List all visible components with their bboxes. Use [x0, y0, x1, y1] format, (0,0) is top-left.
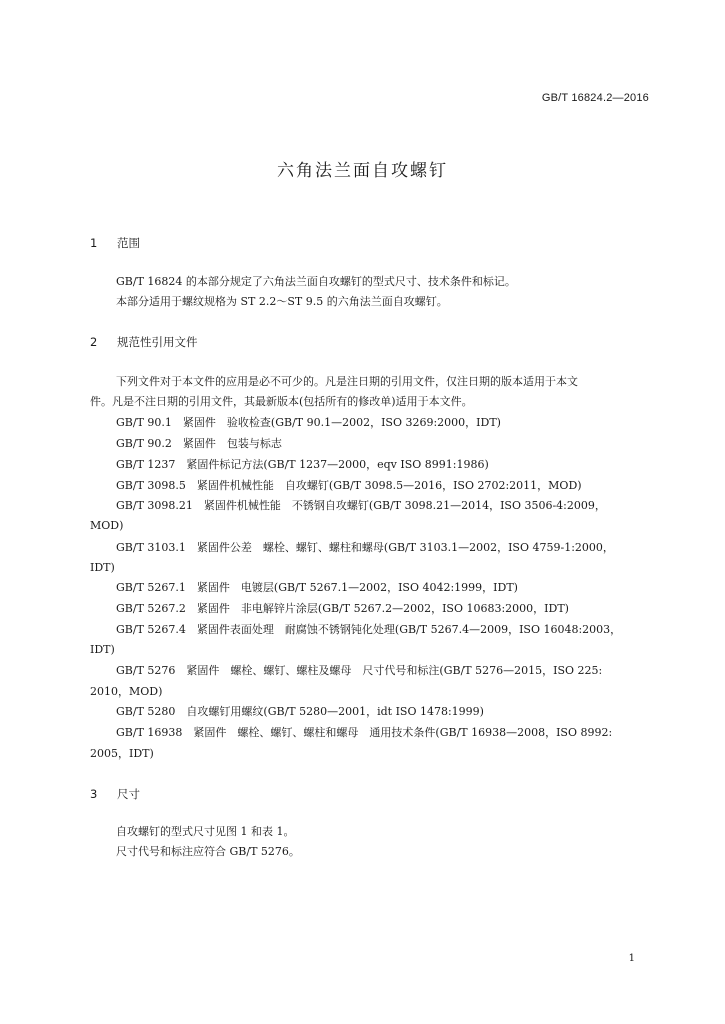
reference-item: GB/T 5280 自攻螺钉用螺纹(GB/T 5280—2001，idt ISO 1478:1999) — [116, 705, 484, 718]
reference-item: GB/T 5267.1 紧固件 电镀层(GB/T 5267.1—2002，ISO 4042:1999，IDT) — [116, 581, 518, 594]
standard-code: GB/T 16824.2—2016 — [541, 92, 649, 104]
section-3-title: 尺寸 — [117, 787, 140, 801]
section-1-number: 1 — [90, 236, 98, 250]
reference-item-continuation: 2005，IDT) — [90, 747, 154, 760]
reference-item: GB/T 16938 紧固件 螺栓、螺钉、螺柱和螺母 通用技术条件(GB/T 16938—2008，ISO 8992: — [116, 726, 613, 739]
reference-item: GB/T 5267.4 紧固件表面处理 耐腐蚀不锈钢钝化处理(GB/T 5267.4—2009，ISO 16048:2003， — [116, 623, 622, 636]
reference-item-continuation: MOD) — [90, 519, 124, 532]
reference-item: GB/T 5276 紧固件 螺栓、螺钉、螺柱及螺母 尺寸代号和标注(GB/T 5276—2015，ISO 225: — [116, 664, 603, 677]
section-3-paragraph-1: 自攻螺钉的型式尺寸见图 1 和表 1。 — [116, 825, 295, 838]
section-1-paragraph-2: 本部分适用于螺纹规格为 ST 2.2～ST 9.5 的六角法兰面自攻螺钉。 — [116, 295, 448, 308]
reference-item: GB/T 3098.5 紧固件机械性能 自攻螺钉(GB/T 3098.5—2016，ISO 2702:2011，MOD) — [116, 479, 582, 492]
reference-item: GB/T 90.1 紧固件 验收检查(GB/T 90.1—2002，ISO 3269:2000，IDT) — [116, 416, 501, 429]
reference-item: GB/T 90.2 紧固件 包装与标志 — [116, 437, 282, 450]
section-1-title: 范围 — [117, 236, 140, 250]
section-3-number: 3 — [90, 787, 98, 801]
reference-item-continuation: 2010，MOD) — [90, 685, 163, 698]
reference-item-continuation: IDT) — [90, 643, 115, 656]
section-1-heading — [90, 235, 140, 251]
section-3-paragraph-2: 尺寸代号和标注应符合 GB/T 5276。 — [116, 845, 300, 858]
reference-item-continuation: IDT) — [90, 561, 115, 574]
section-2-intro-line-2: 件。凡是不注日期的引用文件，其最新版本(包括所有的修改单)适用于本文件。 — [90, 395, 473, 408]
section-2-number: 2 — [90, 335, 98, 349]
reference-item: GB/T 1237 紧固件标记方法(GB/T 1237—2000，eqv ISO 8991:1986) — [116, 458, 489, 471]
section-3-heading — [90, 786, 140, 802]
page-number: 1 — [628, 953, 635, 964]
document-title: 六角法兰面自攻螺钉 — [277, 161, 448, 181]
reference-item: GB/T 3103.1 紧固件公差 螺栓、螺钉、螺柱和螺母(GB/T 3103.1—2002，ISO 4759-1:2000， — [116, 541, 614, 554]
reference-item: GB/T 5267.2 紧固件 非电解锌片涂层(GB/T 5267.2—2002，ISO 10683:2000，IDT) — [116, 602, 569, 615]
section-2-intro-line-1: 下列文件对于本文件的应用是必不可少的。凡是注日期的引用文件，仅注日期的版本适用于本文 — [116, 375, 578, 388]
reference-item: GB/T 3098.21 紧固件机械性能 不锈钢自攻螺钉(GB/T 3098.21—2014，ISO 3506-4:2009， — [116, 499, 606, 512]
section-2-heading — [90, 334, 198, 350]
section-1-paragraph-1: GB/T 16824 的本部分规定了六角法兰面自攻螺钉的型式尺寸、技术条件和标记。 — [116, 275, 516, 288]
section-2-title: 规范性引用文件 — [117, 335, 198, 349]
